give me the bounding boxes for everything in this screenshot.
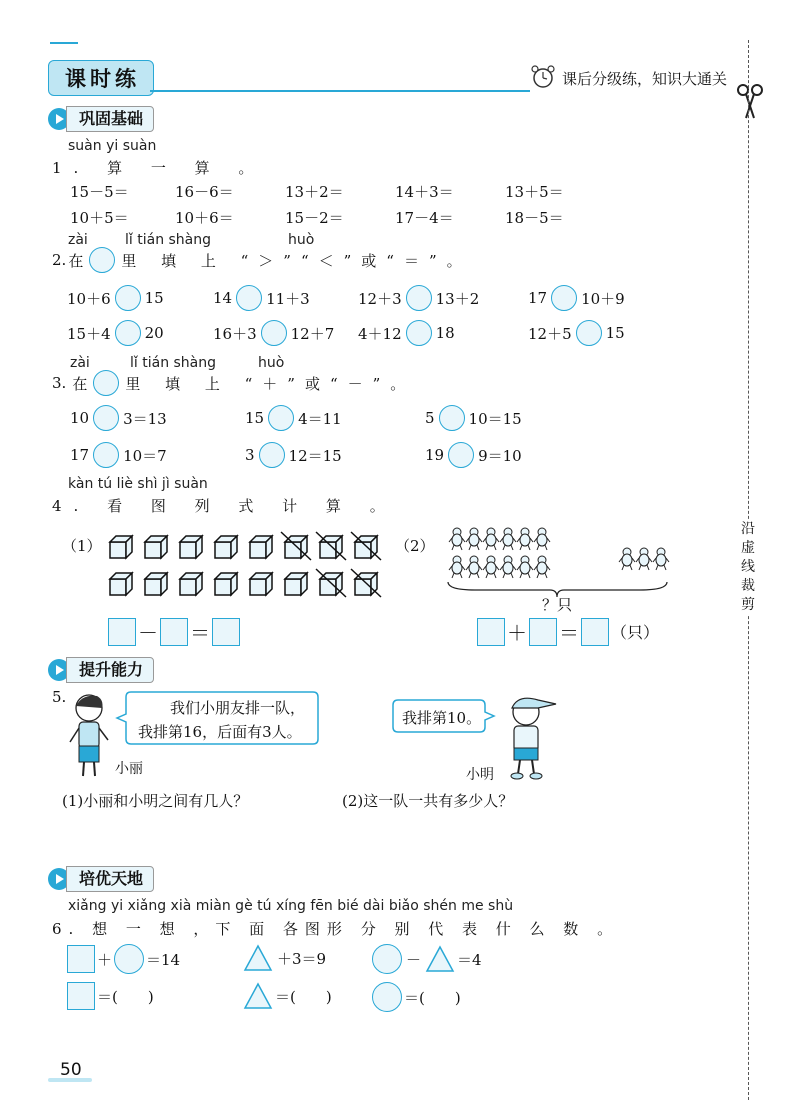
- q3-item: 17 10＝7: [70, 442, 167, 468]
- crossed-cube-icon: [351, 532, 381, 560]
- animal-icon: [517, 556, 533, 578]
- answer-box[interactable]: [212, 618, 240, 646]
- answer-circle[interactable]: [448, 442, 474, 468]
- answer-circle[interactable]: [439, 405, 465, 431]
- q2-pinyin-tian: lǐ tián shàng: [125, 232, 212, 248]
- answer-box[interactable]: [477, 618, 505, 646]
- q4-pinyin: kàn tú liè shì jì suàn: [68, 476, 208, 492]
- q2-pinyin-huo: huò: [288, 232, 315, 248]
- q1-item: 10＋6＝: [175, 209, 234, 227]
- bubble1-line1: 我们小朋友排一队，: [170, 699, 306, 717]
- animal-icon: [500, 556, 516, 578]
- animal-icon: [466, 528, 482, 550]
- q1-item: 16－6＝: [175, 183, 234, 201]
- q1-item: 15－5＝: [70, 183, 129, 201]
- circle-shape: [114, 944, 144, 974]
- q6-eq3: － ＝4: [372, 944, 482, 974]
- page-number: 50: [60, 1060, 82, 1080]
- q6-answer-square: [67, 982, 154, 1010]
- animal-picture: [445, 522, 670, 602]
- section-excel: 培优天地: [48, 866, 178, 890]
- animal-icon: [466, 556, 482, 578]
- crossed-cube-icon: [281, 532, 311, 560]
- q4-question: ？只: [542, 596, 573, 614]
- animal-icon: [619, 548, 635, 570]
- animal-icon: [483, 556, 499, 578]
- answer-box[interactable]: [108, 618, 136, 646]
- crossed-cube-icon: [316, 532, 346, 560]
- q1-title: 1. 算 一 算 。: [52, 159, 266, 177]
- animal-icon: [449, 556, 465, 578]
- animal-icon: [449, 528, 465, 550]
- alarm-clock-icon: [530, 64, 556, 94]
- header-rule: [150, 90, 530, 92]
- triangle-shape: [243, 944, 273, 972]
- q6-eq1: ＋ ＝14: [67, 944, 180, 974]
- cube-icon: [180, 536, 202, 558]
- q4-part2-label: （2）: [395, 537, 435, 555]
- q3-item: 3 12＝15: [245, 442, 342, 468]
- answer-circle[interactable]: [115, 285, 141, 311]
- cube-icon: [250, 536, 272, 558]
- q6-eq2: ＋3＝9: [243, 944, 326, 972]
- triangle-shape: [243, 982, 273, 1010]
- cut-note: 沿 虚 线 裁 剪: [741, 521, 755, 613]
- name-xiaoli: 小丽: [115, 761, 143, 777]
- q2-item: 12＋3 13＋2: [358, 285, 479, 311]
- section-improve: 提升能力: [48, 657, 178, 681]
- triangle-shape: [425, 945, 455, 973]
- q6-title: 6. 想 一 想 ，下 面 各图形 分 别 代 表 什 么 数 。: [52, 920, 620, 938]
- answer-circle[interactable]: [268, 405, 294, 431]
- q4-title: 4. 看 图 列 式 计 算 。: [52, 497, 397, 515]
- answer-blank[interactable]: ＝( ): [97, 987, 154, 1006]
- q1-item: 18－5＝: [505, 209, 564, 227]
- circle-shape: [372, 982, 402, 1012]
- section-basic: 巩固基础: [48, 106, 178, 130]
- cube-icon: [145, 536, 167, 558]
- q2-item: 16＋3 12＋7: [213, 320, 334, 346]
- q3-pinyin-huo: huò: [258, 355, 285, 371]
- answer-circle[interactable]: [551, 285, 577, 311]
- answer-circle[interactable]: [115, 320, 141, 346]
- crossed-cube-icon: [351, 569, 381, 597]
- animal-icon: [483, 528, 499, 550]
- answer-box[interactable]: [529, 618, 557, 646]
- q3-item: 5 10＝15: [425, 405, 522, 431]
- q3-title: 3. 在 里 填 上 “＋”或“－”。: [52, 370, 415, 396]
- q4-eq1: － ＝: [108, 617, 240, 646]
- q3-pinyin-tian: lǐ tián shàng: [130, 355, 217, 371]
- q2-item: 12＋5 15: [528, 320, 625, 346]
- cube-picture: [105, 530, 390, 602]
- q1-item: 15－2＝: [285, 209, 344, 227]
- answer-circle[interactable]: [259, 442, 285, 468]
- blank-circle[interactable]: [93, 370, 119, 396]
- animal-icon: [534, 528, 550, 550]
- q6-pinyin: xiǎng yi xiǎng xià miàn gè tú xíng fēn bié dài biǎo shén me shù: [68, 898, 514, 914]
- animal-icon: [517, 528, 533, 550]
- cube-icon: [285, 573, 307, 595]
- q5-sub1: (1)小丽和小明之间有几人？: [62, 792, 249, 810]
- cube-icon: [215, 573, 237, 595]
- q1-pinyin: suàn yi suàn: [68, 138, 157, 154]
- q5-sub2: (2)这一队一共有多少人？: [342, 792, 514, 810]
- q2-title: 2. 在 里 填 上 “＞”“＜”或“＝”。: [52, 247, 472, 273]
- q2-item: 17 10＋9: [528, 285, 625, 311]
- name-xiaoming: 小明: [466, 767, 494, 783]
- q2-item: 15＋4 20: [67, 320, 164, 346]
- answer-circle[interactable]: [406, 320, 432, 346]
- q2-item: 10＋6 15: [67, 285, 164, 311]
- q1-item: 13＋2＝: [285, 183, 344, 201]
- animal-icon: [653, 548, 669, 570]
- q6-answer-circle: [372, 982, 461, 1012]
- square-shape: [67, 945, 95, 973]
- cube-icon: [110, 573, 132, 595]
- girl-illustration: [62, 690, 117, 780]
- answer-blank[interactable]: ＝( ): [404, 988, 461, 1007]
- q3-item: 19 9＝10: [425, 442, 522, 468]
- blank-circle[interactable]: [89, 247, 115, 273]
- header-slogan: 课后分级练，知识大通关: [562, 70, 728, 88]
- answer-circle[interactable]: [236, 285, 262, 311]
- cube-icon: [110, 536, 132, 558]
- q3-item: 10 3＝13: [70, 405, 167, 431]
- q1-item: 14＋3＝: [395, 183, 454, 201]
- boy-illustration: [498, 690, 563, 780]
- answer-box[interactable]: [581, 618, 609, 646]
- scissors-icon: [736, 80, 764, 124]
- answer-circle[interactable]: [93, 405, 119, 431]
- q2-item: 4＋12 18: [358, 320, 455, 346]
- answer-circle[interactable]: [93, 442, 119, 468]
- page-title: 课时练: [65, 67, 140, 91]
- q2-pinyin-zai: zài: [68, 232, 88, 248]
- top-mark: [50, 42, 78, 47]
- answer-blank[interactable]: ＝( ): [275, 987, 332, 1006]
- animal-icon: [500, 528, 516, 550]
- q3-pinyin-zai: zài: [70, 355, 90, 371]
- crossed-cube-icon: [316, 569, 346, 597]
- q3-item: 15 4＝11: [245, 405, 342, 431]
- circle-shape: [372, 944, 402, 974]
- cube-icon: [250, 573, 272, 595]
- cube-icon: [180, 573, 202, 595]
- q4-eq2: ＋ ＝ （只）: [477, 617, 659, 646]
- answer-circle[interactable]: [406, 285, 432, 311]
- q1-item: 17－4＝: [395, 209, 454, 227]
- bubble1-line2: 我排第16，后面有3人。: [138, 723, 302, 741]
- cube-icon: [145, 573, 167, 595]
- q5-number: 5.: [52, 688, 67, 706]
- cube-icon: [215, 536, 237, 558]
- q6-answer-triangle: [243, 982, 332, 1010]
- animal-icon: [534, 556, 550, 578]
- q1-item: 13＋5＝: [505, 183, 564, 201]
- answer-circle[interactable]: [261, 320, 287, 346]
- answer-circle[interactable]: [576, 320, 602, 346]
- q2-item: 14 11＋3: [213, 285, 310, 311]
- bubble2-text: 我排第10。: [402, 709, 482, 727]
- q1-item: 10＋5＝: [70, 209, 129, 227]
- answer-box[interactable]: [160, 618, 188, 646]
- animal-icon: [636, 548, 652, 570]
- q4-part1-label: （1）: [62, 537, 102, 555]
- square-shape: [67, 982, 95, 1010]
